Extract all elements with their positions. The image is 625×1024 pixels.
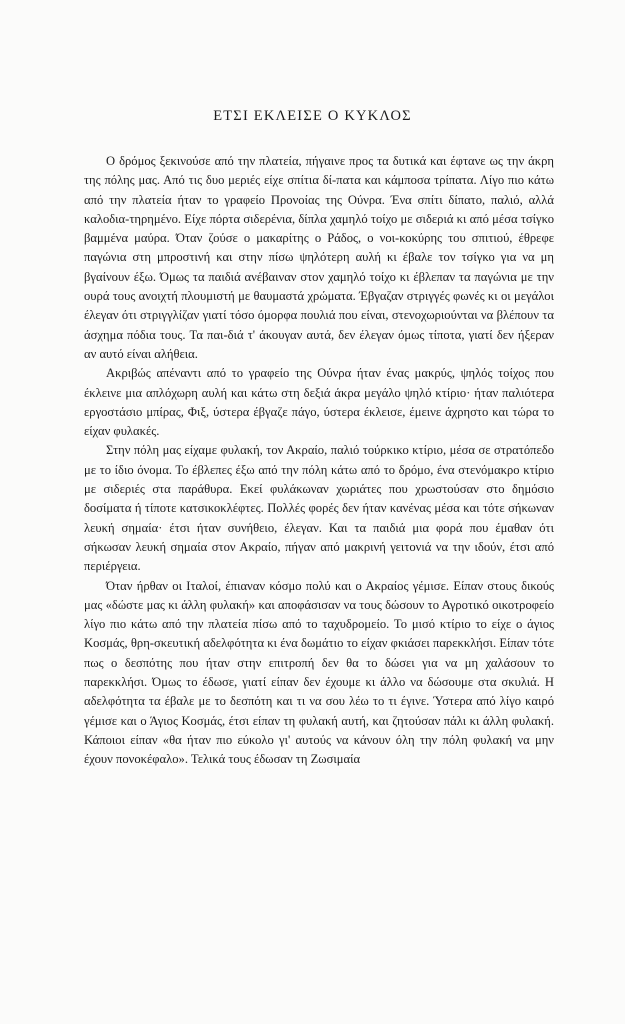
page-title: ΕΤΣΙ ΕΚΛΕΙΣΕ Ο ΚΥΚΛΟΣ [213, 108, 412, 124]
paragraph-1: Ο δρόμος ξεκινούσε από την πλατεία, πήγαινε προς τα δυτικά και έφτανε ως την άκρη της πόλης μας. Από τις δυο μεριές είχε σπίτια δί-πατα και κάμποσα τρίπατα. Λίγο πιο κάτω από την πλατεία ήταν το γραφείο Προνοίας της Ούνρα. Ένα σπίτι δίπατο, παλιό, αλλά καλοδια-τηρημένο. Είχε πόρτα σιδερένια, δίπλα χαμηλό τοίχο με σιδεριά κι από μέσα τσίγκο βαμμένα μαύρα. Όταν ζούσε ο μακαρίτης ο Ράδος, ο νοι-κοκύρης του σπιτιού, έθρεφε παγώνια στη μπροστινή και στην πίσω ψηλότερη αυλή κι έβαλε τον τσίγκο για να μη βγαίνουν έξω. Όμως τα παιδιά ανέβαιναν στον χαμηλό τοίχο κι έβλεπαν τα παγώνια με την ουρά τους ανοιχτή πλουμιστή με θαυμαστά χρώματα. Έβγαζαν στριγγές φωνές κι οι μεγάλοι έλεγαν ότι στριγγλίζαν γιατί τόσο όμορφα πουλιά που είναι, στενοχωριούνται να βλέπουν τα άσχημα πόδια τους. Τα παι-διά τ' άκουγαν αυτά, δεν έλεγαν όμως τίποτα, γιατί δεν ήξεραν αν αυτό είναι αλήθεια. [84, 154, 554, 361]
paragraph-4: Όταν ήρθαν οι Ιταλοί, έπιαναν κόσμο πολύ και ο Ακραίος γέμισε. Είπαν στους δικούς μας «δώστε μας κι άλλη φυλακή» και αποφάσισαν να τους δώσουν το Αγροτικό οικοτροφείο λίγο πιο κάτω από την πλατεία πίσω από το ταχυδρομείο. Το μισό κτίριο το είχε ο άγιος Κοσμάς, θρη-σκευτική αδελφότητα κι ένα δωμάτιο το είχαν φκιάσει παρεκκλήσι. Είπαν τότε πως ο δεσπότης που ήταν στην επιτροπή δεν θα το δώσει για να μη χαλάσουν το παρεκκλήσι. Όμως το έδωσε, γιατί είπαν δεν έχουμε κι άλλο να δώσουμε στα σκυλιά. Η αδελφότητα τα έβαλε με το δεσπότη και τι να σου λέω το τι έγινε. Ύστερα από λίγο καιρό γέμισε και ο Άγιος Κοσμάς, έτσι είπαν τη φυλακή αυτή, και ζητούσαν πάλι κι άλλη φυλακή. Κάποιοι είπαν «θα ήταν πιο εύκολο γι' αυτούς να κάνουν όλη την πόλη φυλακή να μην έχουν πονοκέφαλο». Τελικά τους έδωσαν τη Ζωσιμαία [84, 578, 554, 767]
body-text [84, 152, 554, 770]
paragraph-3: Στην πόλη μας είχαμε φυλακή, τον Ακραίο, παλιό τούρκικο κτίριο, μέσα σε στρατόπεδο με το ίδιο όνομα. Το έβλεπες έξω από την πόλη κάτω από το δρόμο, ένα στενόμακρο κτίριο με σιδεριές στα παράθυρα. Εκεί φυλάκωναν χωριάτες που χρωστούσαν στο δημόσιο δοσίματα ή τίποτε κατσικοκλέφτες. Πολλές φορές δεν ήταν κανένας μέσα και τότε σήκωναν λευκή σημαία· έτσι ήταν συνήθειο, έλεγαν. Και τα παιδιά μια φορά που έμαθαν ότι σήκωσαν λευκή σημαία στον Ακραίο, πήγαν από μακρινή γειτονιά να την ιδούν, έτσι από περιέργεια. [84, 443, 554, 574]
paragraph-2: Ακριβώς απέναντι από το γραφείο της Ούνρα ήταν ένας μακρύς, ψηλός τοίχος που έκλεινε μια απλόχωρη αυλή και κάτω στη δεξιά άκρα μεγάλο ψηλό κτίριο· ήταν παλιότερα εργοστάσιο μπίρας, Φιξ, ύστερα έβγαζε πάγο, ύστερα έκλεισε, έμεινε άχρηστο και τώρα το είχαν φυλακές. [84, 366, 554, 439]
